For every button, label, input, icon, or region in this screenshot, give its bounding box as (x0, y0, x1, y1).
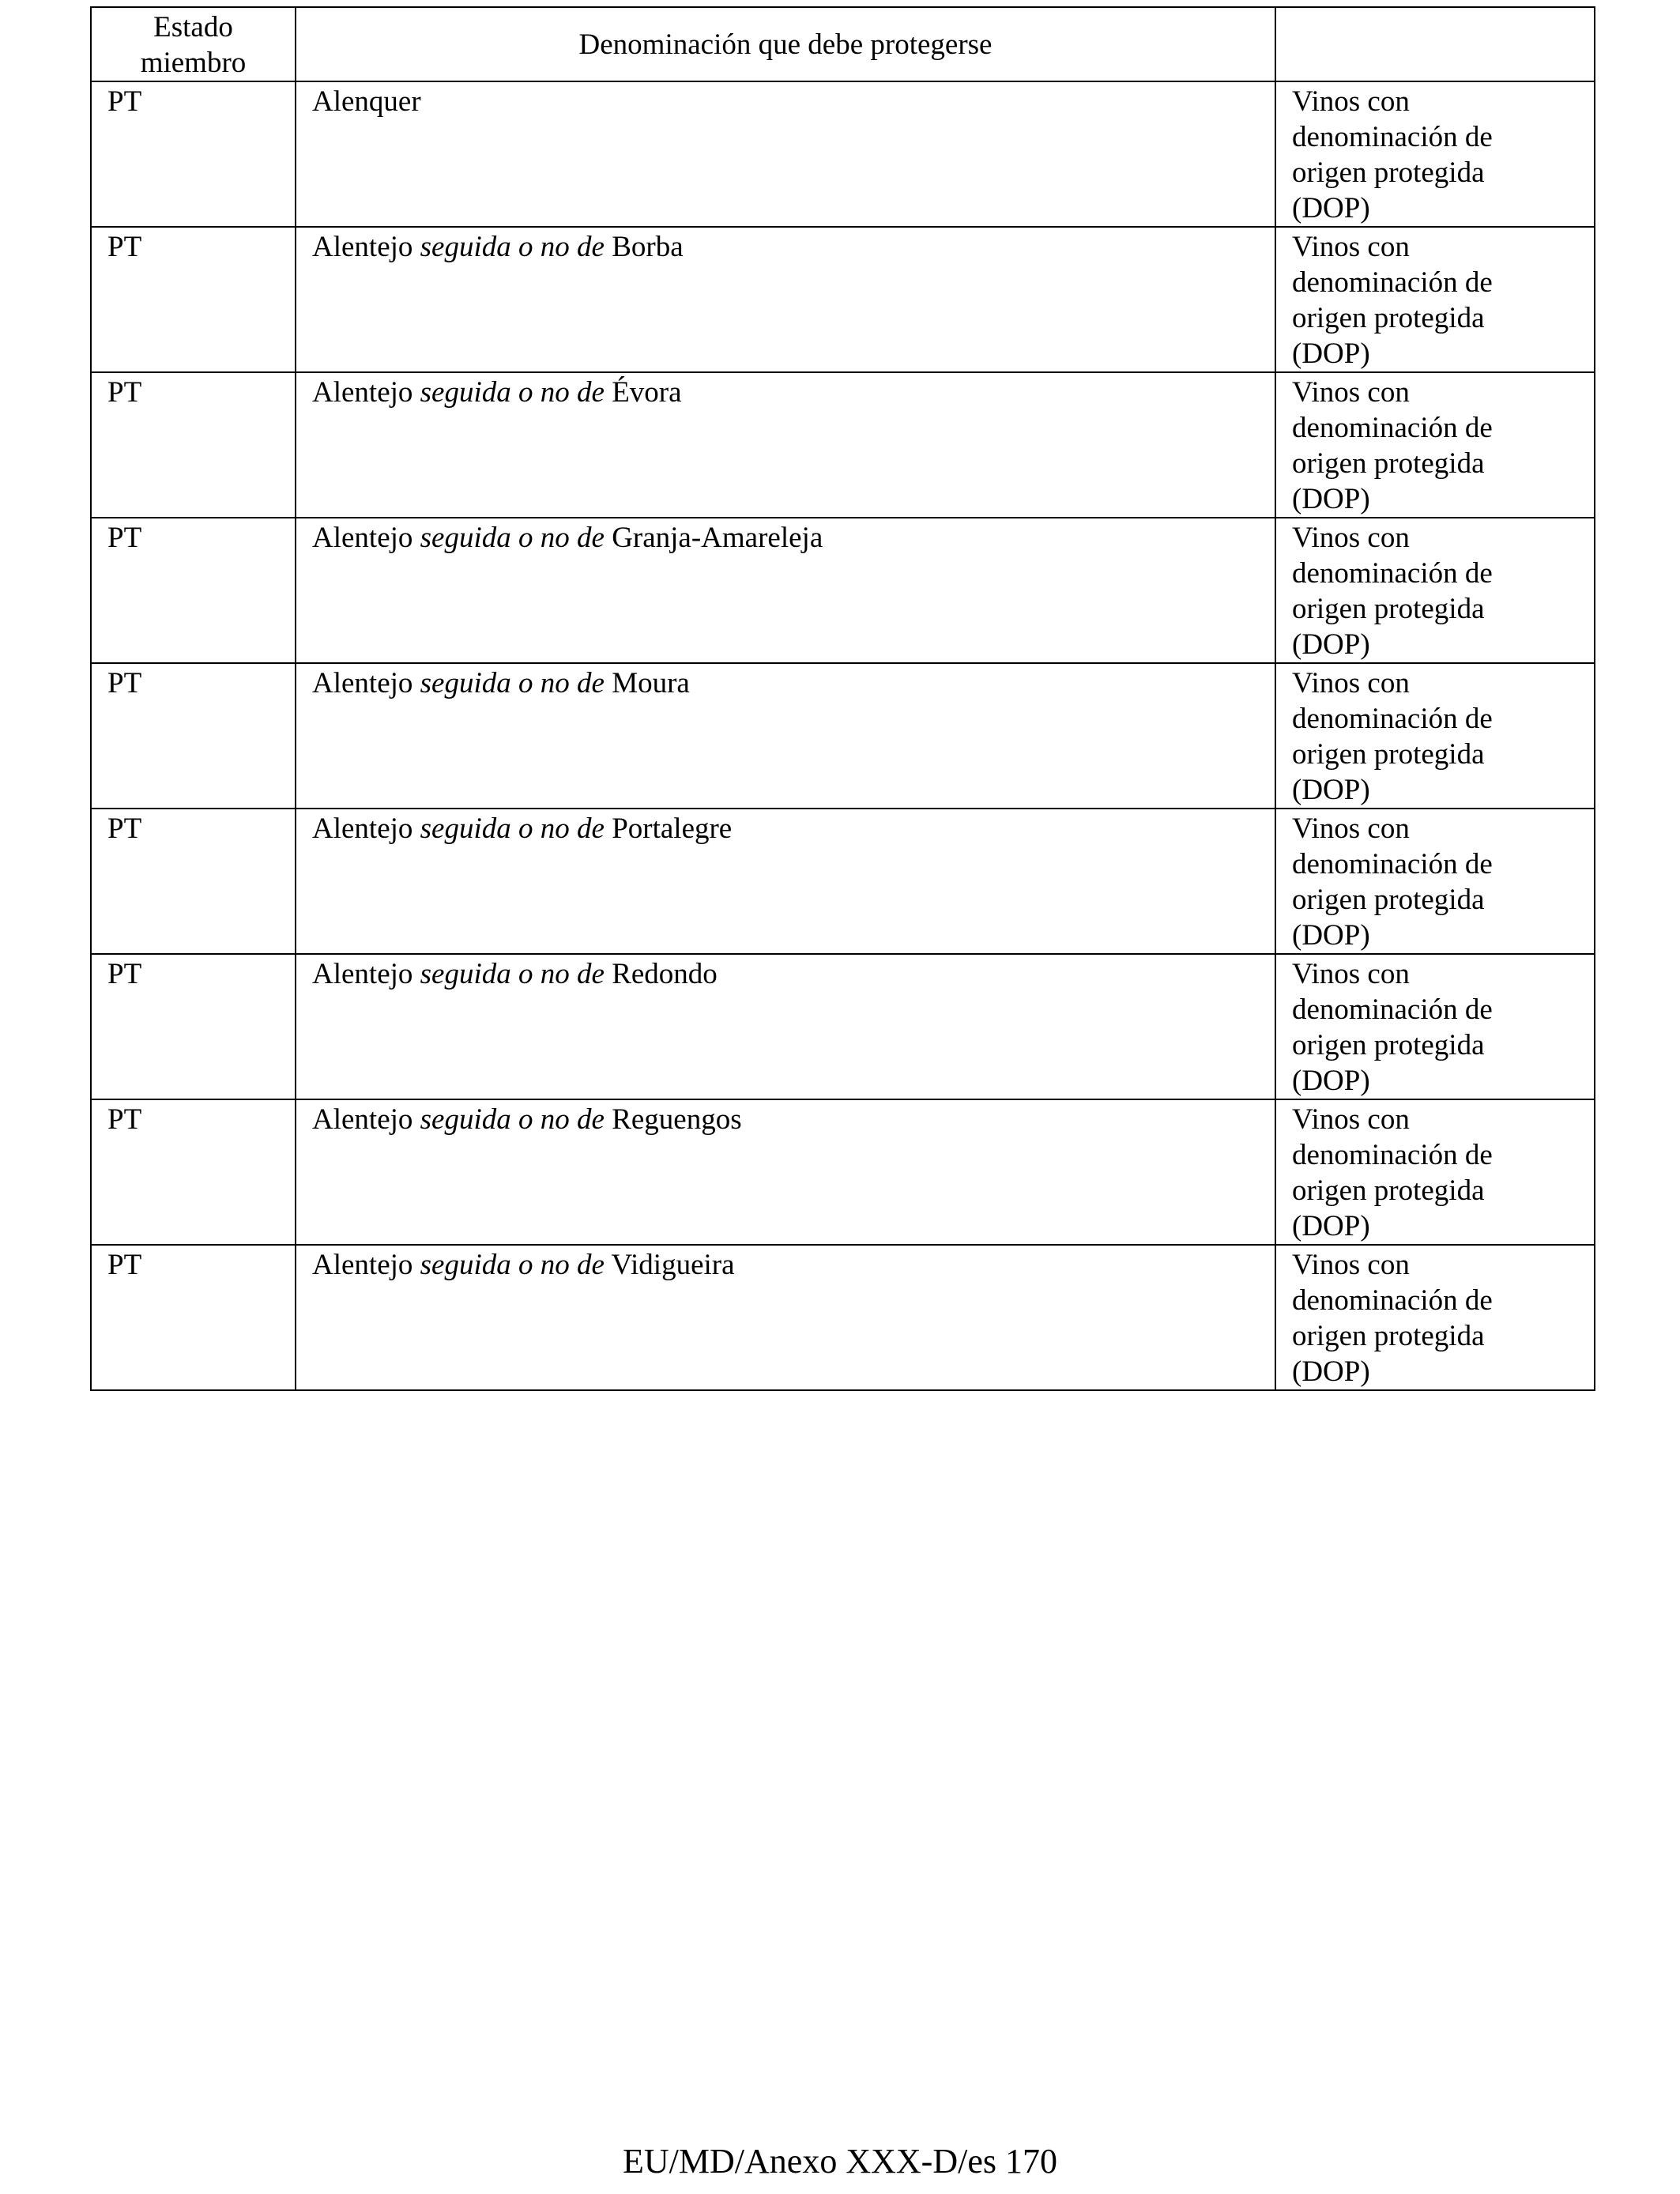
cell-product-type (1275, 954, 1595, 1099)
cell-denomination (296, 518, 1275, 663)
denomination-main: Alentejo (312, 958, 420, 990)
denomination-subzone: Redondo (604, 958, 718, 990)
cell-product-type (1275, 227, 1595, 372)
product-type-line: Vinos con (1292, 231, 1410, 263)
table-row (91, 81, 1595, 227)
cell-product-type (1275, 81, 1595, 227)
denomination-subzone: Borba (604, 231, 684, 263)
denomination-qualifier: seguida o no de (420, 1103, 605, 1136)
cell-member-state: PT (91, 954, 296, 1099)
product-type-line: origen protegida (1292, 884, 1485, 916)
product-type-line: (DOP) (1292, 1065, 1370, 1097)
header-type (1275, 7, 1595, 81)
product-type-line: denominación de (1292, 993, 1493, 1026)
product-type-line: (DOP) (1292, 919, 1370, 952)
denomination-main: Alenquer (312, 85, 421, 118)
product-type-line: denominación de (1292, 412, 1493, 444)
cell-member-state: PT (91, 518, 296, 663)
cell-member-state: PT (91, 227, 296, 372)
product-type-line: (DOP) (1292, 774, 1370, 806)
product-type-line: Vinos con (1292, 85, 1410, 118)
denomination-subzone: Moura (604, 667, 690, 699)
product-type-line: origen protegida (1292, 1320, 1485, 1352)
product-type-line: Vinos con (1292, 958, 1410, 990)
table-row (91, 1245, 1595, 1390)
cell-denomination (296, 227, 1275, 372)
header-member-state (91, 7, 296, 81)
table-row (91, 1099, 1595, 1245)
product-type-line: origen protegida (1292, 302, 1485, 334)
product-type-line: origen protegida (1292, 1174, 1485, 1207)
product-type-line: origen protegida (1292, 738, 1485, 771)
cell-member-state: PT (91, 372, 296, 518)
product-type-line: Vinos con (1292, 1103, 1410, 1136)
product-type-line: denominación de (1292, 1139, 1493, 1171)
cell-denomination (296, 1099, 1275, 1245)
product-type-line: (DOP) (1292, 192, 1370, 224)
product-type-line: origen protegida (1292, 447, 1485, 480)
denomination-subzone: Évora (604, 376, 682, 409)
denomination-qualifier: seguida o no de (420, 522, 605, 554)
cell-member-state: PT (91, 809, 296, 954)
denominations-table (90, 6, 1595, 1391)
table-body (91, 7, 1595, 1390)
cell-denomination (296, 372, 1275, 518)
denomination-main: Alentejo (312, 522, 420, 554)
product-type-line: (DOP) (1292, 1355, 1370, 1388)
cell-product-type (1275, 663, 1595, 809)
cell-member-state: PT (91, 1099, 296, 1245)
product-type-line: (DOP) (1292, 337, 1370, 370)
product-type-line: denominación de (1292, 121, 1493, 153)
cell-member-state: PT (91, 81, 296, 227)
table-row (91, 954, 1595, 1099)
product-type-line: Vinos con (1292, 667, 1410, 699)
table-row (91, 809, 1595, 954)
product-type-line: origen protegida (1292, 1029, 1485, 1061)
product-type-line: denominación de (1292, 557, 1493, 590)
cell-product-type (1275, 809, 1595, 954)
table-row (91, 227, 1595, 372)
product-type-line: Vinos con (1292, 812, 1410, 845)
denomination-subzone: Portalegre (604, 812, 733, 845)
page-footer: EU/MD/Anexo XXX-D/es 170 (623, 2142, 1057, 2181)
cell-product-type (1275, 372, 1595, 518)
product-type-line: denominación de (1292, 848, 1493, 880)
denomination-main: Alentejo (312, 376, 420, 409)
product-type-line: Vinos con (1292, 376, 1410, 409)
header-member-state-line1: Estado (153, 11, 233, 43)
cell-product-type (1275, 1099, 1595, 1245)
header-member-state-line2: miembro (140, 47, 247, 79)
product-type-line: denominación de (1292, 1284, 1493, 1317)
table-row (91, 663, 1595, 809)
denomination-main: Alentejo (312, 1249, 420, 1281)
table-row (91, 372, 1595, 518)
cell-member-state: PT (91, 663, 296, 809)
cell-denomination (296, 81, 1275, 227)
denomination-qualifier: seguida o no de (420, 1249, 605, 1281)
cell-denomination (296, 663, 1275, 809)
cell-member-state: PT (91, 1245, 296, 1390)
denomination-subzone: Granja-Amareleja (604, 522, 823, 554)
denomination-main: Alentejo (312, 812, 420, 845)
product-type-line: denominación de (1292, 703, 1493, 735)
header-denomination: Denominación que debe protegerse (296, 7, 1275, 81)
denomination-qualifier: seguida o no de (420, 231, 605, 263)
denomination-qualifier: seguida o no de (420, 667, 605, 699)
product-type-line: Vinos con (1292, 1249, 1410, 1281)
product-type-line: (DOP) (1292, 628, 1370, 661)
cell-denomination (296, 954, 1275, 1099)
denomination-subzone: Vidigueira (604, 1249, 735, 1281)
denomination-main: Alentejo (312, 231, 420, 263)
cell-product-type (1275, 1245, 1595, 1390)
cell-denomination (296, 1245, 1275, 1390)
product-type-line: (DOP) (1292, 1210, 1370, 1242)
product-type-line: Vinos con (1292, 522, 1410, 554)
product-type-line: origen protegida (1292, 156, 1485, 189)
denomination-main: Alentejo (312, 667, 420, 699)
cell-product-type (1275, 518, 1595, 663)
product-type-line: origen protegida (1292, 593, 1485, 625)
denomination-qualifier: seguida o no de (420, 958, 605, 990)
cell-denomination (296, 809, 1275, 954)
denomination-main: Alentejo (312, 1103, 420, 1136)
table-header-row (91, 7, 1595, 81)
table-row (91, 518, 1595, 663)
denomination-qualifier: seguida o no de (420, 812, 605, 845)
denomination-subzone: Reguengos (604, 1103, 742, 1136)
denomination-qualifier: seguida o no de (420, 376, 605, 409)
product-type-line: denominación de (1292, 266, 1493, 299)
product-type-line: (DOP) (1292, 483, 1370, 515)
